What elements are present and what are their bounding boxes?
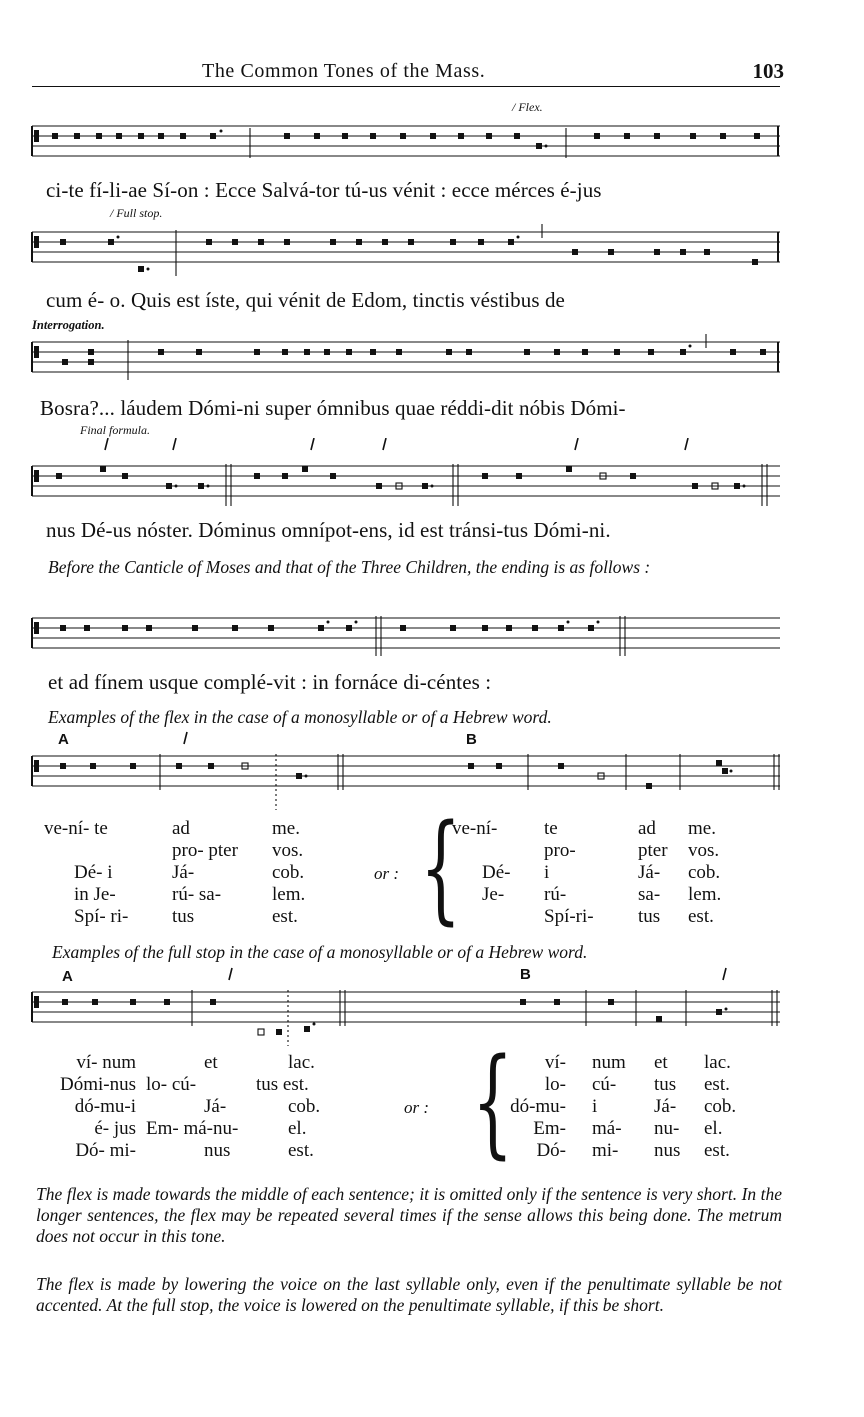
flex-label: / Flex. [512,100,543,114]
lyric-line-4: nus Dé-us nóster. Dóminus omnípot-ens, id est tránsi-tus Dómi-ni. [46,518,611,542]
full-stop-b-col4: lac. est. cob. el. est. [704,1052,737,1161]
flex-example-a-label: A [58,731,69,748]
full-stop-a-col3: lac. tus est. cob. el. est. [256,1052,321,1161]
interrogation-label: Interrogation. [32,318,105,332]
chant-staff-3 [0,334,864,384]
full-stop-label: / Full stop. [110,206,163,220]
chant-staff-1 [0,118,864,168]
lyric-line-5: et ad fínem usque complé-vit : in fornáce di-céntes : [48,670,492,694]
flex-examples-title: Examples of the flex in the case of a monosyllable or of a Hebrew word. [48,707,552,727]
page-header [32,58,784,87]
canticle-rubric: Before the Canticle of Moses and that of the Three Children, the ending is as follows : [48,557,651,577]
flex-a-col3: me. vos. cob. lem. est. [272,818,306,927]
full-stop-examples-title: Examples of the full stop in the case of a monosyllable or of a Hebrew word. [52,942,588,962]
lyric-line-1: ci-te fí-li-ae Sí-on : Ecce Salvá-tor tú-us vénit : ecce mérces é-jus [46,178,602,202]
full-stop-brace: { [472,1032,514,1170]
full-stop-a-col2: et lo- cú- Já- Em- má-nu- nus [146,1052,239,1161]
full-stop-b-col1: ví- lo- dó-mu- Em- Dó- [510,1052,566,1161]
full-stop-b-col3: et tus Já- nu- nus [654,1052,681,1161]
flex-a-col1: ve-ní- te Dé- i in Je- Spí- ri- [44,818,129,927]
flex-example-b-label: B [466,731,477,748]
full-stop-b-col2: num cú- i má- mi- [592,1052,626,1161]
flex-a-col2: ad pro- pter Já- rú- sa- tus [172,818,238,927]
flex-b-col4: me. vos. cob. lem. est. [688,818,722,927]
flex-or-label: or : [374,864,400,883]
flex-brace: { [420,798,462,936]
lyric-line-3: Bosra?... láudem Dómi-ni super ómnibus quae réddi-dit nóbis Dómi- [40,396,626,420]
note-paragraph-1: The flex is made towards the middle of each sentence; it is omitted only if the sentence is very short. In the longer sentences, the flex may be repeated several times if the sense allows this being done. The metrum does not occur in this tone. [36,1184,782,1246]
chant-staff-4 [0,438,864,512]
full-stop-example-staff [0,966,864,1046]
chant-staff-5 [0,610,864,660]
flex-b-col3: ad pter Já- sa- tus [638,818,668,927]
page-number: 103 [752,59,784,83]
note-paragraph-2: The flex is made by lowering the voice on the last syllable only, even if the penultimate syllable be not accented. At the full stop, the voice is lowered on the penultimate syllable, if this be short. [36,1274,782,1315]
running-title: The Common Tones of the Mass. [202,60,486,82]
full-stop-a-col1: ví- num Dómi-nus dó-mu-i é- jus Dó- mi- [60,1052,136,1161]
full-stop-or-label: or : [404,1098,430,1117]
full-stop-example-b-label: B [520,966,531,983]
final-formula-label: Final formula. [80,423,151,437]
lyric-line-2: cum é- o. Quis est íste, qui vénit de Edom, tinctis véstibus de [46,288,565,312]
flex-b-col2: te pro- i rú- Spí-ri- [544,818,594,927]
chant-staff-2 [0,224,864,280]
full-stop-example-a-label: A [62,968,73,985]
flex-b-col1: ve-ní- Dé- Je- [452,818,511,905]
